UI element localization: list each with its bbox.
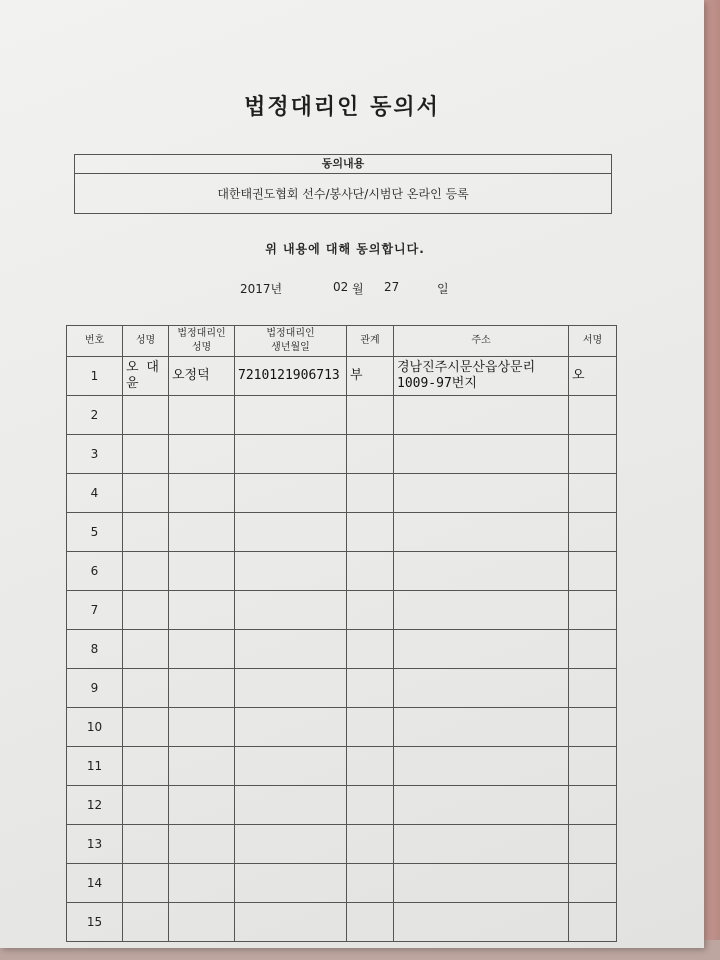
guardian-birthdate-cell: [235, 669, 347, 708]
row-number: 14: [67, 864, 123, 903]
table-row: [67, 396, 617, 435]
student-name-cell: [123, 708, 169, 747]
student-name-cell: [123, 825, 169, 864]
table-row: [67, 474, 617, 513]
guardian-birthdate-cell: [235, 708, 347, 747]
student-name-cell: [123, 669, 169, 708]
relation-cell: [347, 630, 394, 669]
address-cell: [394, 552, 569, 591]
header-signature: 서명: [569, 326, 617, 357]
signature-cell: 오: [569, 357, 617, 396]
row-number: 3: [67, 435, 123, 474]
table-row: [67, 864, 617, 903]
table-row: [67, 435, 617, 474]
address-cell: [394, 864, 569, 903]
relation-cell: [347, 786, 394, 825]
guardian-birthdate-cell: [235, 396, 347, 435]
consent-heading: 동의내용: [75, 155, 611, 174]
address-cell: [394, 747, 569, 786]
table-row: [67, 825, 617, 864]
guardian-name-cell: [169, 825, 235, 864]
signature-cell: [569, 786, 617, 825]
guardian-birthdate-cell: [235, 552, 347, 591]
table-body: [67, 357, 617, 942]
date-year: 2017년: [240, 282, 283, 296]
relation-cell: [347, 864, 394, 903]
signature-cell: [569, 747, 617, 786]
row-number: 6: [67, 552, 123, 591]
header-name: 성명: [123, 326, 169, 357]
consent-box: [74, 154, 612, 214]
relation-cell: [347, 903, 394, 942]
student-name-cell: [123, 552, 169, 591]
guardian-birthdate-cell: [235, 435, 347, 474]
student-name-cell: [123, 513, 169, 552]
table-row: [67, 630, 617, 669]
guardian-birthdate-cell: 7210121906713: [235, 357, 347, 396]
table-row: [67, 708, 617, 747]
guardian-name-cell: [169, 591, 235, 630]
table-row: [67, 747, 617, 786]
document-title: 법정대리인 동의서: [244, 95, 440, 120]
table-row: [67, 552, 617, 591]
guardian-birthdate-cell: [235, 786, 347, 825]
guardian-name-cell: [169, 474, 235, 513]
signature-cell: [569, 708, 617, 747]
signature-cell: [569, 552, 617, 591]
relation-cell: [347, 591, 394, 630]
row-number: 8: [67, 630, 123, 669]
address-cell: [394, 669, 569, 708]
student-name-cell: [123, 435, 169, 474]
address-cell: 경남진주시문산읍상문리 1009-97번지: [394, 357, 569, 396]
header-relation: 관계: [347, 326, 394, 357]
date-month-value: 02: [333, 280, 349, 294]
relation-cell: [347, 708, 394, 747]
guardian-name-cell: [169, 630, 235, 669]
address-cell: [394, 708, 569, 747]
signature-cell: [569, 669, 617, 708]
guardian-birthdate-cell: [235, 591, 347, 630]
guardian-name-cell: [169, 513, 235, 552]
student-name-cell: [123, 396, 169, 435]
row-number: 12: [67, 786, 123, 825]
signature-cell: [569, 474, 617, 513]
student-name-cell: [123, 474, 169, 513]
guardian-name-cell: [169, 903, 235, 942]
student-name-cell: [123, 630, 169, 669]
signature-cell: [569, 864, 617, 903]
table-row: [67, 786, 617, 825]
guardian-table: [66, 325, 617, 942]
address-cell: [394, 435, 569, 474]
table-header-row: [67, 326, 617, 357]
guardian-name-cell: [169, 552, 235, 591]
guardian-name-cell: [169, 747, 235, 786]
guardian-name-cell: [169, 435, 235, 474]
row-number: 1: [67, 357, 123, 396]
row-number: 10: [67, 708, 123, 747]
relation-cell: [347, 474, 394, 513]
student-name-cell: 오 대 윤: [123, 357, 169, 396]
guardian-birthdate-cell: [235, 903, 347, 942]
guardian-birthdate-cell: [235, 513, 347, 552]
guardian-birthdate-cell: [235, 474, 347, 513]
row-number: 9: [67, 669, 123, 708]
address-cell: [394, 630, 569, 669]
guardian-birthdate-cell: [235, 864, 347, 903]
header-guardian-name: 법정대리인 성명: [169, 326, 235, 357]
date-month-label: 월: [352, 282, 364, 296]
consent-content: 대한태권도협회 선수/봉사단/시범단 온라인 등록: [217, 187, 469, 201]
relation-cell: [347, 669, 394, 708]
row-number: 4: [67, 474, 123, 513]
row-number: 2: [67, 396, 123, 435]
table-row: [67, 903, 617, 942]
signature-cell: [569, 630, 617, 669]
table-row: [67, 513, 617, 552]
student-name-cell: [123, 786, 169, 825]
row-number: 11: [67, 747, 123, 786]
guardian-birthdate-cell: [235, 747, 347, 786]
relation-cell: 부: [347, 357, 394, 396]
address-cell: [394, 474, 569, 513]
signature-cell: [569, 903, 617, 942]
student-name-cell: [123, 591, 169, 630]
guardian-name-cell: 오정덕: [169, 357, 235, 396]
date-day-value: 27: [384, 280, 400, 294]
guardian-birthdate-cell: [235, 825, 347, 864]
guardian-birthdate-cell: [235, 630, 347, 669]
address-cell: [394, 825, 569, 864]
row-number: 7: [67, 591, 123, 630]
guardian-name-cell: [169, 708, 235, 747]
guardian-name-cell: [169, 396, 235, 435]
signature-cell: [569, 513, 617, 552]
row-number: 13: [67, 825, 123, 864]
table-row: [67, 669, 617, 708]
relation-cell: [347, 825, 394, 864]
signature-cell: [569, 435, 617, 474]
guardian-name-cell: [169, 669, 235, 708]
relation-cell: [347, 747, 394, 786]
student-name-cell: [123, 864, 169, 903]
relation-cell: [347, 552, 394, 591]
address-cell: [394, 396, 569, 435]
address-cell: [394, 786, 569, 825]
row-number: 5: [67, 513, 123, 552]
student-name-cell: [123, 747, 169, 786]
header-guardian-birthdate: 법정대리인 생년월일: [235, 326, 347, 357]
signature-cell: [569, 396, 617, 435]
signature-cell: [569, 591, 617, 630]
table-row: [67, 357, 617, 396]
relation-cell: [347, 396, 394, 435]
guardian-name-cell: [169, 864, 235, 903]
address-cell: [394, 591, 569, 630]
header-number: 번호: [67, 326, 123, 357]
relation-cell: [347, 513, 394, 552]
signature-cell: [569, 825, 617, 864]
address-cell: [394, 903, 569, 942]
date-day-label: 일: [437, 282, 449, 296]
address-cell: [394, 513, 569, 552]
agreement-statement: 위 내용에 대해 동의합니다.: [265, 242, 425, 256]
row-number: 15: [67, 903, 123, 942]
guardian-name-cell: [169, 786, 235, 825]
student-name-cell: [123, 903, 169, 942]
header-address: 주소: [394, 326, 569, 357]
table-row: [67, 591, 617, 630]
relation-cell: [347, 435, 394, 474]
